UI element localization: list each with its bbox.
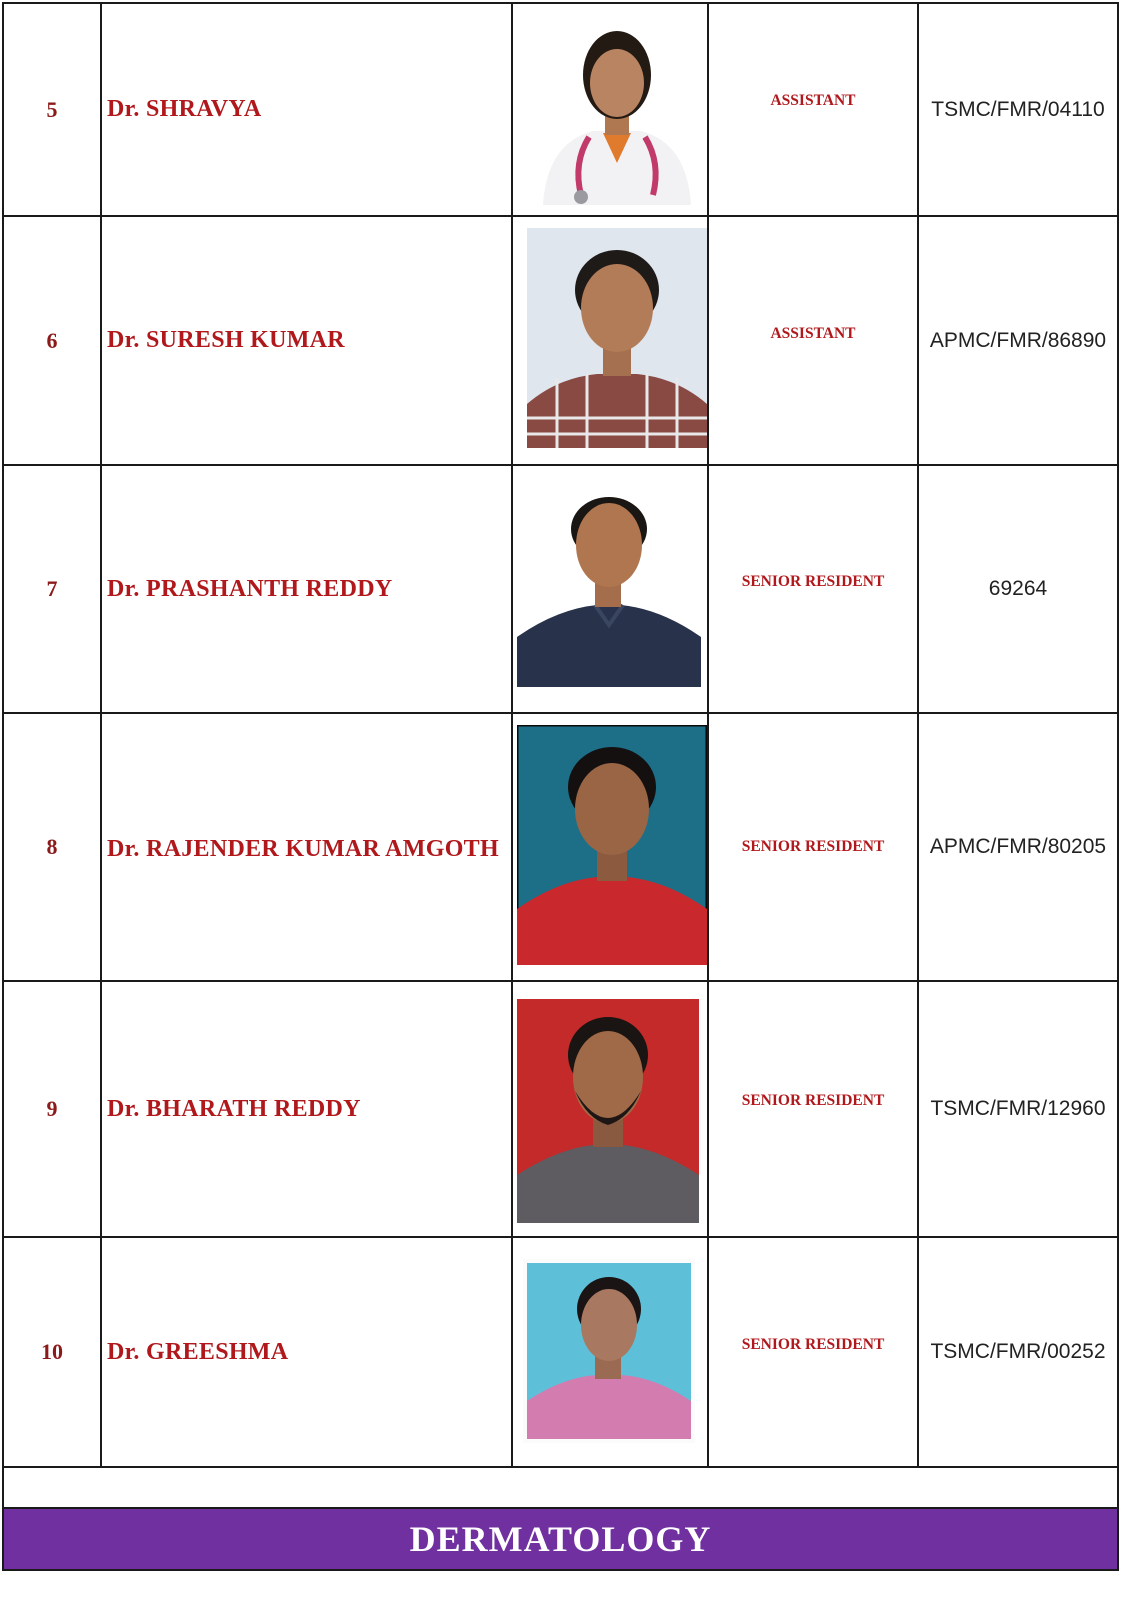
registration-text: 69264 <box>988 577 1048 600</box>
photo-cell <box>512 981 708 1237</box>
serial-number: 10 <box>3 1237 101 1467</box>
serial-number: 7 <box>3 465 101 713</box>
photo-cell <box>512 1237 708 1467</box>
photo-cell <box>512 216 708 465</box>
registration-text: TSMC/FMR/00252 <box>930 1340 1106 1363</box>
doctor-name: Dr. BHARATH REDDY <box>101 981 512 1237</box>
registration-number <box>918 981 1118 1237</box>
table-row <box>3 3 1118 216</box>
table-row <box>3 1237 1118 1467</box>
registration-text: TSMC/FMR/12960 <box>930 1097 1106 1120</box>
registration-number <box>918 465 1118 713</box>
registration-text: TSMC/FMR/04110 <box>931 97 1105 121</box>
registration-text: APMC/FMR/86890 <box>929 328 1107 352</box>
portrait-photo <box>517 999 699 1223</box>
designation: SENIOR RESIDENT <box>708 465 918 713</box>
registration-number <box>918 713 1118 981</box>
department-title: DERMATOLOGY <box>3 1508 1118 1570</box>
doctor-name: Dr. GREESHMA <box>101 1237 512 1467</box>
registration-number <box>918 1237 1118 1467</box>
designation: SENIOR RESIDENT <box>708 713 918 981</box>
empty-cell <box>3 1467 1118 1508</box>
registration-number <box>918 216 1118 465</box>
designation: SENIOR RESIDENT <box>708 981 918 1237</box>
photo-cell <box>512 3 708 216</box>
serial-number: 6 <box>3 216 101 465</box>
portrait-photo <box>517 491 701 687</box>
designation: SENIOR RESIDENT <box>708 1237 918 1467</box>
designation: ASSISTANT <box>708 216 918 465</box>
portrait-photo <box>533 13 701 205</box>
photo-cell <box>512 713 708 981</box>
staff-table <box>2 2 1119 1571</box>
doctor-name: Dr. SHRAVYA <box>101 3 512 216</box>
doctor-name: Dr. SURESH KUMAR <box>101 216 512 465</box>
table-row <box>3 465 1118 713</box>
portrait-photo <box>523 1259 695 1443</box>
table-row <box>3 713 1118 981</box>
doctor-name: Dr. RAJENDER KUMAR AMGOTH <box>101 713 512 981</box>
serial-number: 5 <box>3 3 101 216</box>
table-row <box>3 216 1118 465</box>
table-row <box>3 981 1118 1237</box>
spacer-row <box>3 1467 1118 1508</box>
registration-number <box>918 3 1118 216</box>
photo-cell <box>512 465 708 713</box>
doctor-name: Dr. PRASHANTH REDDY <box>101 465 512 713</box>
portrait-photo <box>517 725 707 965</box>
serial-number: 9 <box>3 981 101 1237</box>
serial-number: 8 <box>3 713 101 981</box>
registration-text: APMC/FMR/80205 <box>929 835 1107 858</box>
portrait-photo <box>527 228 707 448</box>
designation: ASSISTANT <box>708 3 918 216</box>
department-header-row <box>3 1508 1118 1570</box>
